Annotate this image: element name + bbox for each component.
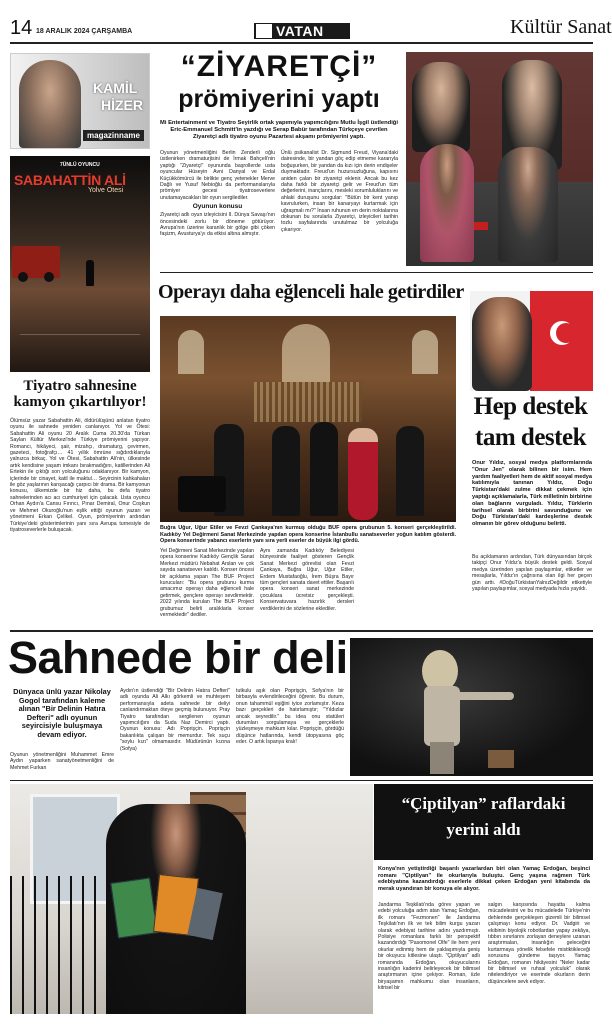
cast-member-1 [412, 62, 470, 152]
turkish-flag [530, 291, 593, 391]
book-green [110, 877, 157, 938]
section-rule [160, 272, 593, 273]
destek-body: Bu açıklamanın ardından, Türk dünyasından birçok takipçi Onur Yıldız'a büyük destek geldi. Sosyal medya üzerinden yapılan paylaşımlar, etiketler ve mesajlarla, Yıldız'ın çağrısına olan ilgi her geçen gün arttı. #DoğuTürkistanYalnızDeğildir etiketiyle yapılan paylaşımlar, sosyal medyada hızla yayıldı. [472, 554, 592, 593]
opera-col-1: Yel Değirmeni Sanat Merkezinde yapılan opera konserine Kadıköy Gençlik Sanat Merkezi müdürü Nebahat Arslan ve çok sayıda sanatsever katıldı. Konser öncesi bir açıklama yapan The BUF Project kurucuları: "Bu opera grubunu kurma amacımız operayı daha eğlenceli hale getirmek, gençlere operayı sevdirmektir. 2022 yılında kurulan The BUF Project grubumuz belirli aralıklarla konser vermektedir" dediler. [160, 548, 254, 619]
deli-lead: Dünyaca ünlü yazar Nikolay Gogol tarafından kaleme alınan "Bir Delinin Hatıra Defteri" adlı oyunun seyircisiyle buluşmaya devam ediyor. [13, 687, 111, 739]
ziyaretci-title-2: prömiyerini yaptı [178, 85, 380, 113]
ziyaretci-cast-photo [406, 52, 593, 266]
kamil-name-2: HİZER [101, 97, 143, 113]
kamil-hizer-banner [10, 53, 150, 149]
logo-mark-icon [256, 24, 272, 38]
onur-yildiz-photo [470, 291, 593, 391]
poster-title: SABAHATTİN ALİ [14, 172, 126, 188]
opera-headline: Operayı daha eğlenceli hale getirdiler [158, 281, 464, 303]
destek-headline-1: Hep destek [473, 393, 588, 420]
section-rule [10, 780, 593, 781]
onur-portrait [472, 297, 532, 391]
ziyaretci-col-1 [160, 150, 275, 266]
page-date: 18 ARALIK 2024 ÇARŞAMBA [36, 28, 133, 35]
magazinname-badge: magazinname [83, 130, 144, 141]
ziyaretci-col-2: Ünlü psikanalist Dr. Sigmund Freud, Viyana'daki dairesinde, bir yandan göç edip etmeme kararıyla boğuşurken, bir yandan da kızı için derin endişeler duymaktadır. Freud'un huzursuzluğuna, kapısını aniden çalan bir ziyaretçi eklenir. Ancak bu kez daha farklı bir ziyaretçi gelir ve Freud'un tüm değerlerini, inançlarını, mesleki sorumluluklarını ve ahlaki duruşunu sorgular: "Bütün bir kent yanıp kavrulurken, insan bir kanaryayı kurtarmak için uğraşmalı mı?" İnsan ruhunun en derin noktalarına dokunan bu sorularla Ziyaretçi, izleyicileri tarihin tozlu sayfalarında unutulmaz bir yolculuğa çıkarıyor. [281, 150, 398, 233]
sabahattin-poster [10, 156, 150, 372]
poster-figure [86, 260, 94, 286]
cast-member-3 [420, 144, 474, 262]
poster-subtitle: Yolve Ötesi [88, 187, 124, 194]
ziyaretci-title-1: “ZİYARETÇİ” [180, 50, 378, 83]
ziyaretci-col1b-text: Ziyaretçi adlı oyun izleyicisini II. Dünya Savaşı'nın öncesindeki zorlu bir döneme götürüyor. Avrupa'nın üzerine karanlık bir gölge gibi çöken faşizm, Avusturya'yı da etkisi altına almıştır. [160, 212, 275, 238]
logo-text: VATAN [276, 23, 324, 39]
ziyaretci-col1-text: Oyunun yönetmenliğini Berlin Zenderli oğlu üstlenirken dramaturjisini de İrmak Bahçeli'nin yaptığı "Ziyaretçi" oyununda başrollerde usta oyuncular Hüseyin Avni Danyal ve Erdal Küçükkömürcü ile birlikte genç yetenekler Merve Dağlı ve Yusuf Nebioğlu da performanslarıyla prömiyer gecesi tiyatroseverlere unutamayacakları bir oyun sergilediler. [160, 150, 275, 201]
deli-credit: Oyunun yönetmenliğini Muhammet Emre Aydın yaparken sanatyönetmenliğini de Mehmet Furkan [10, 752, 114, 771]
poster-wheel [18, 272, 28, 282]
opera-photo [160, 316, 456, 522]
vatan-logo [254, 23, 350, 39]
armband [474, 222, 488, 230]
deli-headline: Sahnede bir deli [8, 632, 348, 683]
actor-body [424, 686, 460, 746]
crescent-cut [556, 323, 576, 343]
poster-credits [20, 334, 140, 362]
singer-2 [272, 426, 300, 516]
kamil-name-1: KAMİL [93, 80, 138, 96]
stage-chair [488, 750, 514, 768]
sabahattin-body: Ölümsüz yazar Sabahattin Ali, öldürülüşünü anlatan tiyatro oyunu ile sahnede yeniden canlanıyor. Yol ve Ötesi: Sabahattin Ali oyunu 20 Aralık Cuma 20.30'da Türkan Saylan Kültür Merkezi'nde Türkiye prömiyerini yapıyor. Romancı, hikâyeci, şair, mizahçı, dramaturg, çevirmen, gazeteci, fotoğrafçı… 41 yıllık ömrüne sığdırdıklarıyla yalnızca birkaç. Yol ve Ötesi, Sabahattin Ali'nin, ülkesinde artık kendisine yaşam imkanı bırakmadığını, katillerinden Ali Ertekin ile çıktığı son yolculuğunu odaklanıyor. Bir kamyon, içlerinde bir cinayet, katil ile maktul… Seyircinin kahkahaları ile göz yaşlarının karışacağı çarpıcı bir drama. Bir kamyonun konusu, ülkemizde bir hiz daha, bu defa tiyatro sahnelerinden acı acı cumhuriyet için çalacak. Usta oyuncu Orhan Aydın'a Cansu Fırıncı, Pınar Demiral, Onur Coşkun ve Mehmet Okuroğlu'nun eşlik ettiği oyunun yazarı ve yönetmeni Erkan Çelikel. Oyun, prömiyerinin ardından Türkiye'deki gösterimlerinin yanı sıra Avrupa turnesiyle de tiyatroseverlerle buluşacak. [10, 418, 150, 533]
piano [178, 476, 226, 512]
opera-window-right [412, 330, 438, 374]
ciptilyan-col-2: salgın karşısında hayatta kalma mücadelesini ve bu mücadelede Türkiye'nin dehlerinde gerçekleşen gizemli bir bilimsel çalışmayı konu ediyor. Dr. Vadgiri ve ekibinin biyolojik robotlardan yapay zekâya, tıbbın sınırlarını zorlayan deneylere uzanan araştırmaları, insanlığın geleceğini kurtarmaya yönelik felsefele mistiktikleceği sorusunu gündeme taşıyor. Yamaç Erdoğan, romanın hikâyesini "Neler kadar bir bilimsel ve ruhsal yolculuk" olarak nitelendiriyor ve eserinde okurların derin düşüncelere sevk ediyor. [488, 902, 590, 985]
singer-3 [310, 422, 338, 516]
destek-lead: Onur Yıldız, sosyal medya platformlarında "Onur Jen" olarak bilinen bir isim. Hem yardım faaliyetleri hem de aktif sosyal medya katılımıyla tanınan Yıldız, Doğu Türkistan'daki zulme dikkat çekmek için yaptığı açıklamalarla, Türk milletinin birbirine olan bağlarını vurguladı. Yıldız, Türklerin tarihsel olarak birbirini savunduğunu ve Doğu Türkistan'daki kardeşlerine destek olmanın bir görev olduğunu belirtti. [472, 460, 593, 528]
section-title: Kültür Sanat [510, 16, 612, 38]
kamil-portrait [19, 60, 81, 148]
opera-caption: Buğra Uğur, Uğur Etiler ve Fevzi Çankaya'nın kurmuş olduğu BUF opera grubunun 5. konseri gerçekleştirildi. Kadıköy Yel Değirmeni Sanat Merkezinde yapılan opera konserine İstanbullu sanatseverler yoğun katılım gösterdi. Opera konserinde yabancı eserlerin yanı sıra yerli eserler de büyük ilgi gördü. [160, 525, 456, 545]
destek-headline-2: tam destek [475, 424, 586, 451]
opera-organ [254, 382, 362, 422]
actor-arm [456, 692, 514, 700]
deli-col-1: Aydın'ın üstlendiği "Bir Delinin Hatıra Defteri" adlı oyunda Ali Alkı görkemli ve muhteşem performansıyla adeta sahnede bir deliyi canlandırmaktan öteye geçmiş bulunuyor. Pray Tiyatro tarafından sergilenen oyunun yapımcılığını da Suda Naz Demirci yaptı. Oyunun konusu: Adı Poprişçin. Poprişçin bakanlıkta çalışan bir memurdur. Tek suçu "soylu kızı" olmamasıdır. Müdürünün kızına (Sofya) [120, 688, 230, 752]
ziyaretci-lead: Mi Entertainment ve Tiyatro Seyirlik ortak yapımıyla yapımcılığını Mutlu İşgil üstlendiği Eric-Emmanuel Schmitt'in yazdığı ve Serap Babür tarafından Türkçeye çevrilen Ziyaretçi adlı tiyatro oyunu Pazartesi akşamı prömiyerini yaptı. [160, 120, 398, 141]
ciptilyan-title-box [374, 784, 593, 860]
sabahattin-headline: Tiyatro sahnesine kamyon çıkartılıyor! [13, 378, 147, 410]
header-rule [10, 42, 593, 44]
opera-col-2: Aynı zamanda Kadıköy Belediyesi bünyesinde faaliyet gösteren Gençlik Sanat Merkezi görevlisi olan Fevzi Çankaya, Buğra Uğur, Uğur Etiler, Erdem Mustafaoğlu, İrem Büşra Bayır tüm gençleri sanata davet ettiler. Başarılı opera konseri sanat merkezinde çocuklara ücretsiz gerçekleşti. Konservatuvara hazırlık dersleri verdiklerini de sözlerine eklediler. [260, 548, 354, 612]
singer-5 [396, 426, 424, 516]
opera-col-3 [360, 548, 456, 624]
ciptilyan-lead: Konya'nın yetiştirdiği başarılı yazarlardan biri olan Yamaç Erdoğan, beşinci romanı "Çiptilyan" ile okurlarıyla buluştu. Genç yaşına rağmen Türk edebiyatına kazandırdığı eserlerle dikkat çeken Erdoğan yeni kitabında da merak uyandıran bir konuya ele alıyor. [378, 866, 590, 892]
ciptilyan-headline-1: “Çiptilyan” raflardaki [401, 794, 566, 813]
poster-tag: 7ÜNLÜ OYUNCU [60, 162, 100, 168]
ciptilyan-headline-2: yerini aldı [446, 820, 521, 839]
page-number: 14 [10, 17, 33, 39]
actor-legs [430, 742, 454, 774]
yamac-erdogan-photo [10, 784, 373, 1014]
ziyaretci-subhead: Oyunun konusu [192, 203, 243, 211]
opera-window-mid [282, 324, 330, 382]
deli-actor-photo [350, 638, 593, 776]
opera-window-left [178, 330, 204, 374]
ciptilyan-col-1: Jandarma Teşkilatı'nda görev yapan ve edebi yolculuğa adım atan Yamaç Erdoğan, ilk romanı "Fezmonen" ile Jandarma Teşkilatı'nın ilk ve tek bilim kurgu yazarı olarak edebiyat tarihine adını yazdırmıştı. Polisiye romanlara farklı bir perspektif kazandırdığı "Pasomonel Olfe" ile hem yeni okurlar edinmiş hem de yaklaşımıyla geniş bir okuyucu kitlesine ulaştı. "Çiptilyan" adlı romanında Erdoğan, okuyucularını insanlığın kaderini belirleyecek bir bilimsel araştırmanın içine çekiyor. Roman, iizle biryaşamın mahkumu olan insanların, kitrisel bir [378, 902, 480, 992]
cast-member-4 [498, 147, 558, 262]
poster-wheel [44, 272, 54, 282]
page-header [0, 0, 612, 42]
singer-4-red-dress [348, 428, 378, 520]
deli-col-2: tutkulu aşık olan Poprişçin, Sofya'nın bir birbasyla evlendirileceğini öğrenir. Bu durum, onun tahammül eşiğini iyice zorlamıştır. Keza bazı gerçekleri de hatırlamıştır; "Yıldızlar ancak seyredilir." bu idea onu statüleri durumları sorgulamaya ve gerçeklerle yüzleşmeye mahkum kılar. Poprişçin, gördüğü düşünce hatlarında, kendi ütopyasına göç eder. O artık İspanya kralı! [236, 688, 344, 746]
